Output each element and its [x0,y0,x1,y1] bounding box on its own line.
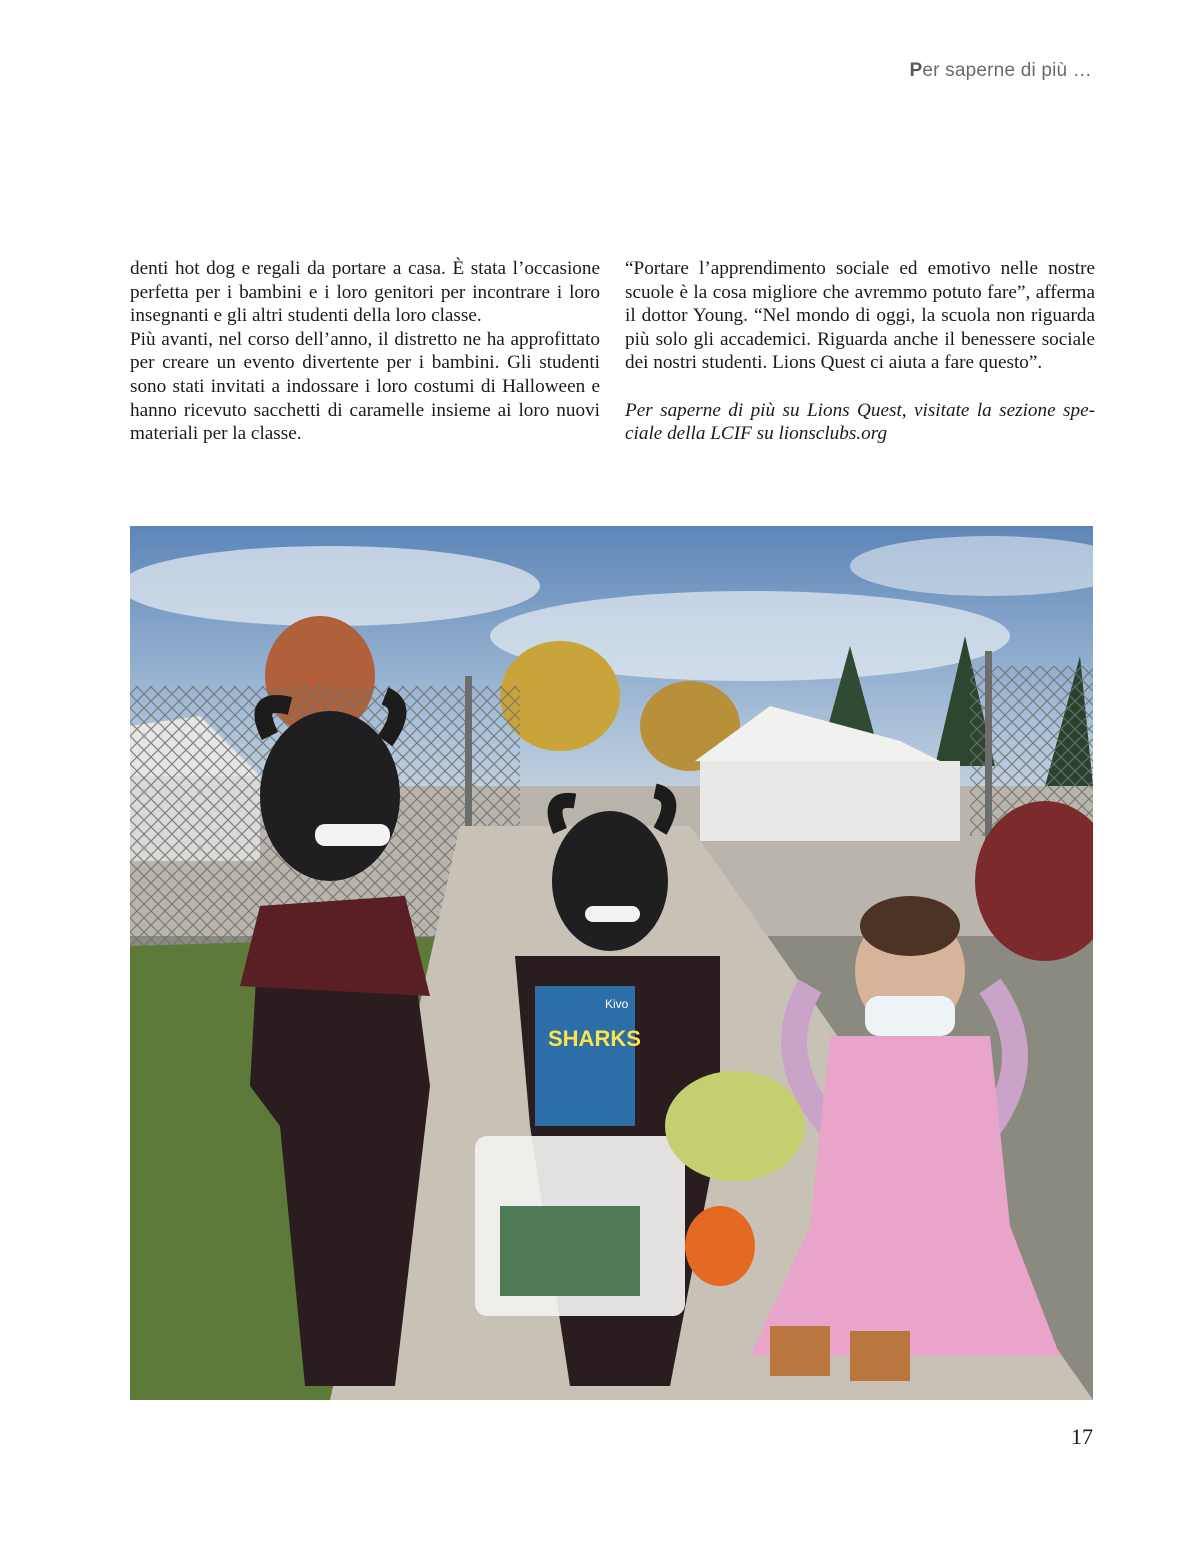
child-3-hair [860,896,960,956]
child-1-mask [315,824,390,846]
bag-book [500,1206,640,1296]
child-2-helmet [552,811,668,951]
book-title: SHARKS [548,1026,641,1051]
book-brand: Kivo [605,997,629,1011]
orange-bucket [685,1206,755,1286]
child-3-boots [850,1331,910,1381]
running-header-text: er saperne di più … [922,60,1092,81]
child-3-boots [770,1326,830,1376]
tent [700,761,960,841]
text-column-right [625,257,1095,446]
text-column-left [130,257,600,446]
halloween-photo [130,526,1093,1400]
child-2-mask [585,906,640,922]
photo-illustration [130,526,1093,1400]
running-header-initial: P [909,60,923,81]
child-3-mask [865,996,955,1036]
paragraph-1: denti hot dog e regali da portare a casa. È stata l’occasione perfetta per i bambini e i loro genitori per incontrare i loro insegnanti e gli altri studenti della loro classe. [130,258,600,327]
quote-paragraph: “Portare l’apprendimento sociale ed emotivo nelle nostre scuole è la cosa migliore che avremmo potuto fare”, afferma il dottor Young. “Nel mondo di oggi, la scuola non riguarda più solo gli accademici. Riguarda anche il benessere sociale dei nostri studenti. Lions Quest ci aiuta a fare questo”. [625,258,1095,374]
paragraph-2: Più avanti, nel corso dell’anno, il distretto ne ha approfittato per creare un evento divertente per i bambini. Gli studenti sono stati invitati a indossare i loro costumi di Halloween e hanno ricevuto sacchetti di caramelle insieme ai loro nuovi materiali per la classe. [130,328,600,445]
cloud [130,546,540,626]
more-info-paragraph: Per saperne di più su Lions Quest, visitate la sezione speciale della LCIF su lionsclubs.org [625,399,1095,445]
running-header [910,60,1093,82]
bucket [665,1071,805,1181]
child-1-cape [240,896,430,996]
page-number: 17 [1071,1424,1093,1449]
